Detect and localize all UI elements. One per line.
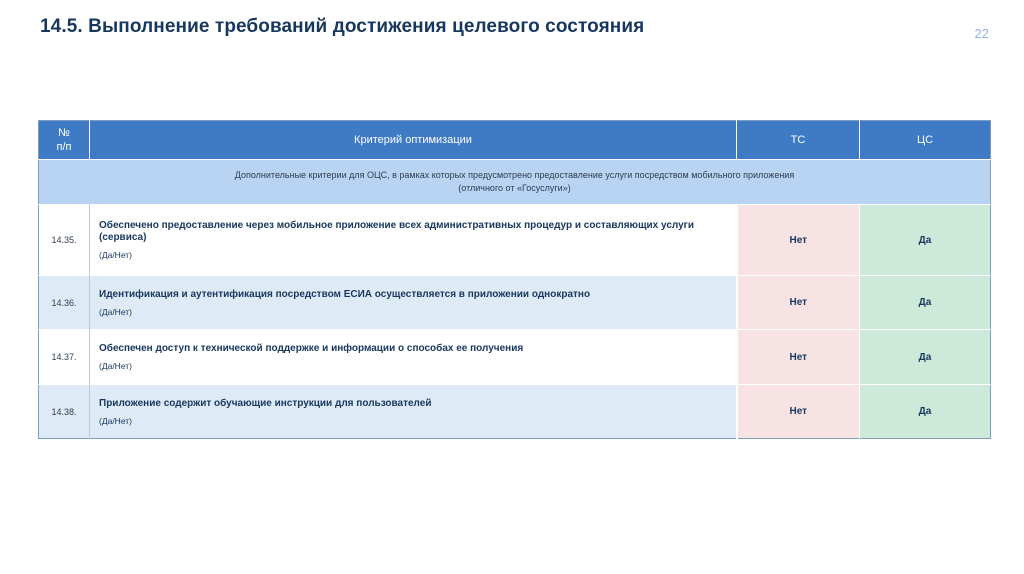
table-header-row (39, 121, 991, 160)
criterion-cell (90, 205, 737, 276)
page-number: 22 (974, 26, 989, 41)
criterion-title: Обеспечено предоставление через мобильное приложение всех административных процедур и составляющих услуги (сервиса) (99, 220, 694, 243)
table-row (39, 276, 991, 330)
criterion-cell (90, 385, 737, 439)
table-subheader-row (39, 160, 991, 205)
criteria-table (38, 120, 991, 439)
table-row (39, 330, 991, 385)
row-number: 14.38. (39, 385, 90, 439)
ts-value: Нет (737, 385, 860, 439)
row-number: 14.36. (39, 276, 90, 330)
cs-value: Да (860, 276, 991, 330)
header-num: № п/п (39, 121, 90, 160)
slide-title: 14.5. Выполнение требований достижения целевого состояния (40, 16, 645, 37)
criterion-title: Идентификация и аутентификация посредством ЕСИА осуществляется в приложении однократно (99, 288, 591, 300)
criterion-cell (90, 330, 737, 385)
cs-value: Да (860, 385, 991, 439)
table-row (39, 385, 991, 439)
cs-value: Да (860, 205, 991, 276)
criterion-title: Приложение содержит обучающие инструкции для пользователей (99, 397, 432, 409)
header-ts: ТС (737, 121, 860, 160)
header-criterion: Критерий оптимизации (90, 121, 737, 160)
criterion-hint: (Да/Нет) (99, 250, 132, 260)
criterion-hint: (Да/Нет) (99, 306, 132, 317)
criterion-title: Обеспечен доступ к технической поддержке и информации о способах ее получения (99, 343, 524, 354)
criterion-cell (90, 276, 737, 330)
criterion-hint: (Да/Нет) (99, 415, 132, 426)
ts-value: Нет (737, 276, 860, 330)
row-number: 14.37. (39, 330, 90, 385)
table-row (39, 205, 991, 276)
ts-value: Нет (737, 330, 860, 385)
row-number: 14.35. (39, 205, 90, 276)
criterion-hint: (Да/Нет) (99, 361, 132, 371)
table-subheader: Дополнительные критерии для ОЦС, в рамках которых предусмотрено предоставление услуги посредством мобильного приложения (отличного от «Госуслуги») (39, 160, 991, 205)
ts-value: Нет (737, 205, 860, 276)
header-cs: ЦС (860, 121, 991, 160)
cs-value: Да (860, 330, 991, 385)
